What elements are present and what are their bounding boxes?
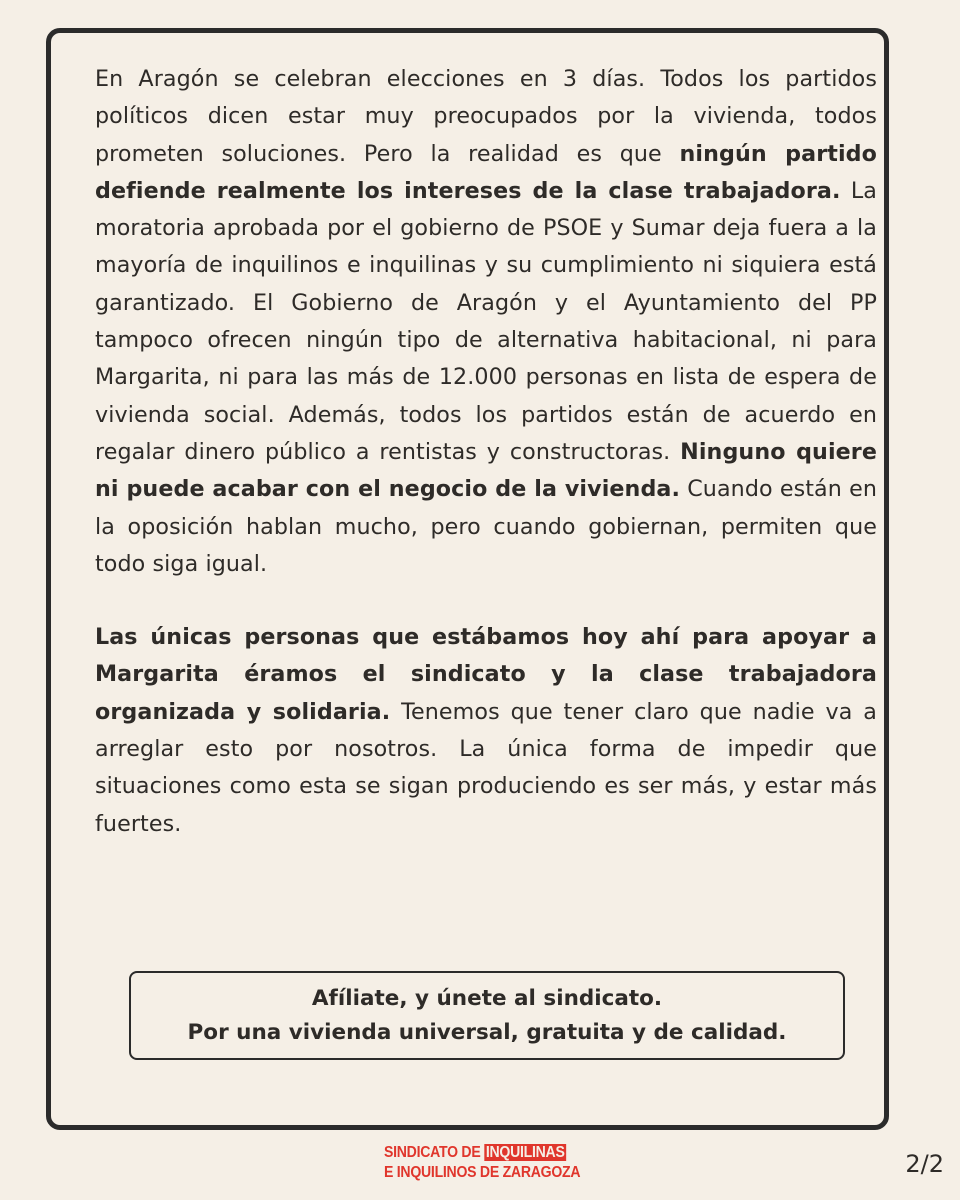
paragraph-2-bold-segment: Las únicas personas que estábamos hoy ahí para apoyar a Margarita éramos el sindicato y la clase trabajadora organizada y solidaria. xyxy=(95,624,877,725)
body-text xyxy=(95,61,877,843)
cta-line-1: Afíliate, y únete al sindicato. xyxy=(311,986,663,1011)
content-card xyxy=(46,28,889,1130)
paragraph-1-bold-segment: Ninguno quiere ni puede acabar con el negocio de la vivienda. xyxy=(95,438,877,503)
cta-line-2: Por una vivienda universal, gratuita y de calidad. xyxy=(187,1020,787,1045)
paragraph-2 xyxy=(95,619,877,843)
paragraph-1-segment: Cuando están en la oposición hablan mucho, pero cuando gobiernan, permiten que todo siga igual. xyxy=(95,476,877,577)
paragraph-1-segment: En Aragón se celebran elecciones en 3 días. Todos los partidos políticos dicen estar muy preocupados por la vivienda, todos prometen soluciones. Pero la realidad es que xyxy=(95,66,877,167)
logo-prefix: SINDICATO DE xyxy=(384,1144,485,1161)
union-logo xyxy=(384,1143,581,1183)
call-to-action-box xyxy=(129,971,845,1060)
page-number: 2/2 xyxy=(905,1150,944,1178)
paragraph-1 xyxy=(95,61,877,583)
paragraph-1-segment: La moratoria aprobada por el gobierno de PSOE y Sumar deja fuera a la mayoría de inquilinos e inquilinas y su cumplimiento ni siquiera está garantizado. El Gobierno de Aragón y el Ayuntamiento del PP tampoco ofrecen ningún tipo de alternativa habitacional, ni para Margarita, ni para las más de 12.000 personas en lista de espera de vivienda social. Además, todos los partidos están de acuerdo en regalar dinero público a rentistas y constructoras. xyxy=(95,177,877,465)
paragraph-1-bold-segment: ningún partido defiende realmente los intereses de la clase trabajadora. xyxy=(95,140,877,204)
logo-line-2: E INQUILINOS DE ZARAGOZA xyxy=(384,1164,581,1181)
logo-line-1 xyxy=(384,1143,565,1163)
paragraph-2-segment: Tenemos que tener claro que nadie va a arreglar esto por nosotros. La única forma de impedir que situaciones como esta se sigan produciendo es ser más, y estar más fuertes. xyxy=(95,698,877,837)
logo-highlight: INQUILINAS xyxy=(485,1144,565,1161)
